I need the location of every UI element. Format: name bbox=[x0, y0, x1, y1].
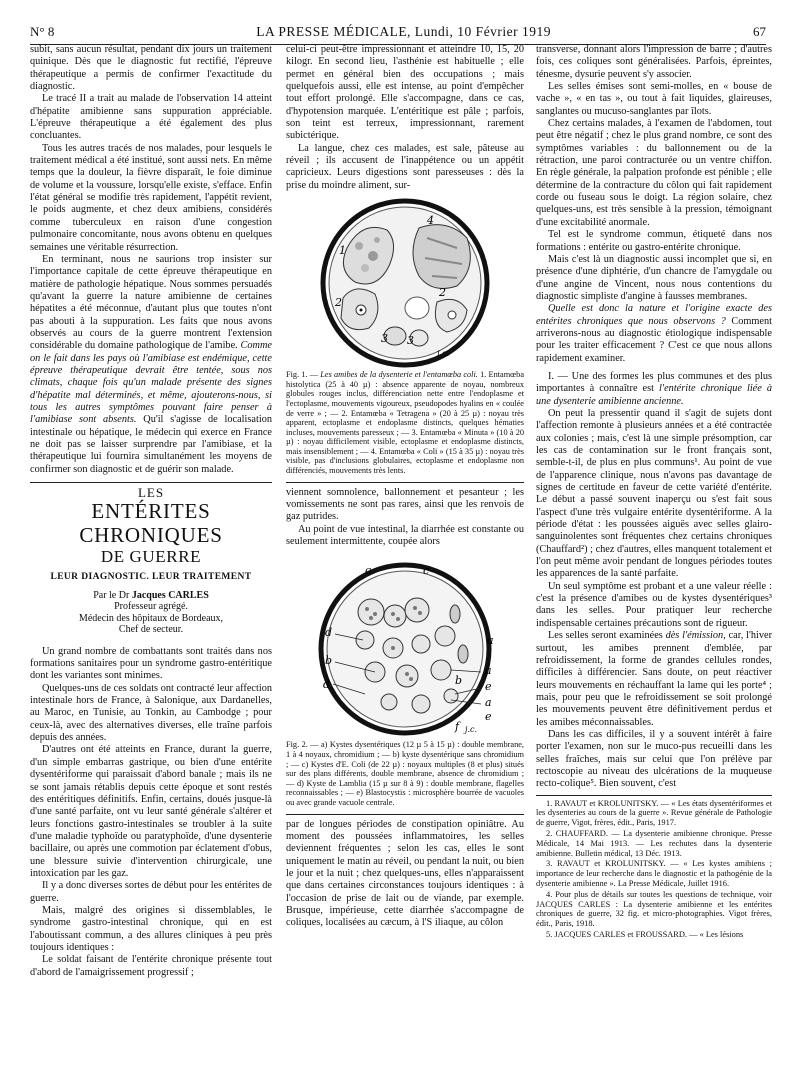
fig2-label: c bbox=[365, 564, 372, 578]
caption-text: a) Kystes dysentériques (12 µ 5 à 15 µ) : double membrane, 1 à 4 noyaux, chromidium ; — b) kyste dysentérique sans chromidium ; — c) Kystes d'E. Coli (de 22 µ) : noyaux multiples (8 et plus) situés sur des plans différents, double membrane, absence de chromidium ; — d) Kyste de Lamblia (15 µ sur 8 à 9) : double membrane, flagelles reconnaissables ; — e) Blastocystis : microsphère bourrée de vacuoles ou avec grande vacuole centrale. bbox=[286, 740, 524, 807]
paragraph: La langue, chez ces malades, est sale, pâteuse au réveil ; ils accusent de l'inappétence ou un appétit capricieux. Leurs digestions sont paresseuses : dès la prise du moindre aliment, sur- bbox=[286, 142, 524, 191]
fig2-label: b bbox=[325, 654, 333, 668]
column-3 bbox=[536, 44, 772, 941]
journal-title: LA PRESSE MÉDICALE, Lundi, 10 Février 1919 bbox=[256, 24, 552, 39]
article-subtitle: LEUR DIAGNOSTIC. LEUR TRAITEMENT bbox=[50, 572, 252, 583]
caption-text: 1. Entamœba histolytica (25 à 40 µ) : absence apparente de noyau, nombreux globules rouges inclus, différenciation nette entre l'endoplasme et l'ectoplasme, mouvements vigoureux, pseudopodes hyalins en « coulée de verre » ; — 2. Entamœba « Tetragena » (20 à 25 µ) : noyau très apparent, ectoplasme et endoplasme distincts, quelques hématies incluses, mouvements paresseux ; — 3. Entamœba « Minuta » (10 à 20 µ) : noyau difficilement visible, ectoplasme et endoplasme distincts, mais insensiblement ; — 4. Entamœba « Coli » (15 à 35 µ) : noyau très visible, pas d'inclusions globulaires, ectoplasme et endoplasme non différenciés, mouvements très lents. bbox=[286, 370, 524, 476]
title-les: LES bbox=[137, 485, 165, 501]
caption-title: Les amibes de la dysenterie et l'entamœba coli. bbox=[320, 370, 478, 380]
fig1-label: 4 bbox=[427, 214, 434, 228]
paragraph: transverse, donnant alors l'impression de barre ; d'autres fois, ces coliques sont généralisées. Parfois, épreintes, ténesme, dysurie peuvent s'y associer. bbox=[536, 44, 772, 80]
running-header bbox=[30, 20, 766, 45]
column-divider bbox=[286, 814, 524, 815]
fig2-label: d bbox=[323, 678, 331, 692]
section-divider bbox=[30, 482, 272, 483]
paragraph: Le tracé II a trait au malade de l'observation 14 atteint d'hépatite amibienne sans suppuration appréciable. L'épreuve thérapeutique a été également des plus concluantes. bbox=[30, 93, 272, 142]
paragraph: D'autres ont été atteints en France, durant la guerre, d'un simple embarras gastrique, ou bien d'une entérite dysentériforme qui paraissait d'abord banale ; mais ils ne se sont jamais rétablis depuis cette époque et sont restés des entéritiques définitifs. Enfin, certains, doués jusque-là d'une santé parfaite, ont vu leur santé générale s'altérer et leurs fonctions gastro-intestinales se troubler à la suite d'une maladie typhoïde ou paratyphoïde, d'une dysenterie bacillaire, ou après une commotion par éclatement d'obus, une blessure suivie d'intervention chirurgicale, une intoxication par les gaz. bbox=[30, 744, 272, 879]
caption-lead: Fig. 2. — bbox=[286, 740, 321, 750]
fig2-label: f bbox=[455, 720, 460, 734]
author-role: Chef de secteur. bbox=[118, 624, 184, 636]
column-1 bbox=[30, 44, 272, 979]
paragraph: par de longues périodes de constipation opiniâtre. Au moment des poussées inflammatoires, les selles deviennent fréquentes ; selon les cas, elles le sont uniquement le matin au réveil, ou pendant la nuit, ou bien le jour et la nuit ; chez quelques-uns, elles n'apparaissent que dans certaines circonstances toujours identiques : à l'occasion de prise de lait ou de viande, par exemple. Brusque, impérieuse, cette diarrhée s'accompagne de coliques, localisées au cæcum, à l'S iliaque, au côlon bbox=[286, 818, 524, 929]
fig2-label: a bbox=[485, 696, 492, 710]
fig2-label: a bbox=[487, 634, 494, 648]
column-2 bbox=[286, 44, 524, 930]
footnote: 1. RAVAUT et KROLUNITSKY. — « Les états dysentériformes et les dysenteries au cours de la guerre ». Revue générale de Pathologie de guerre, Vigot, frères, édit., Paris, 1917. bbox=[536, 798, 772, 828]
paragraph: Le soldat faisant de l'entérite chronique présente tout d'abord de l'amaigrissement progressif ; bbox=[30, 954, 272, 978]
footnote: 2. CHAUFFARD. — La dysenterie amibienne chronique. Presse Médicale, 14 Mai 1913. — Les rechutes dans la dysenterie amibienne. Bulletin médical, 13 Déc. 1913. bbox=[536, 829, 772, 858]
paragraph: Tel est le syndrome commun, étiqueté dans nos formations : entérite ou gastro-entérite chronique. bbox=[536, 229, 772, 253]
footnote: 5. JACQUES CARLES et FROUSSARD. — « Les lésions bbox=[546, 929, 744, 939]
figure-1-caption bbox=[286, 370, 524, 476]
paragraph: Mais c'est là un diagnostic aussi incomplet que si, en présence d'une diphtérie, d'un chancre de l'amygdale ou d'une angine de Vincent, nous nous contentions du diagnostic simpliste d'angine à fausses membranes. bbox=[536, 253, 772, 302]
small-cell bbox=[405, 297, 429, 319]
paragraph: Un seul symptôme est probant et a une valeur réelle : c'est la présence d'amibes ou de kystes dysentériques³ dans les selles. Pour pratiquer leur recherche indispensable certaines précautions sont de rigueur. bbox=[536, 580, 772, 629]
italic-run: Quelle est donc la nature et l'origine exacte des entérites chroniques que nous observons ? bbox=[536, 303, 772, 327]
article-title bbox=[30, 487, 272, 584]
figure-1-amoebae bbox=[307, 198, 503, 368]
title-line-1: ENTÉRITES CHRONIQUES bbox=[79, 499, 223, 548]
text-run: Les selles seront examinées bbox=[548, 630, 666, 642]
paragraph bbox=[536, 630, 772, 729]
page-number: 67 bbox=[753, 24, 766, 39]
paragraph: Au point de vue intestinal, la diarrhée est constante ou seulement intermittente, coupée alors bbox=[286, 523, 524, 548]
paragraph: Il y a donc diverses sortes de début pour les entérites de guerre. bbox=[30, 880, 272, 904]
footnote: 4. Pour plus de détails sur toutes les questions de technique, voir JACQUES CARLES : La dysenterie amibienne et les entérites chroniques de guerre, 32 fig. et micro-photographies. Vigot frères, édit., Paris, 1918. bbox=[536, 889, 772, 929]
author-role: Médecin des hôpitaux de Bordeaux, bbox=[78, 612, 224, 624]
italic-run: Comme on le fait dans les pays où l'amibiase est endémique, cette épreuve thérapeutique devrait être tentée, sous nos climats, chaque fois qu'un malade présente des signes d'hépatite mal déterminés, et même, ajouterons-nous, si tous les autres symptômes pouvant faire penser à l'amibiase sont absents. bbox=[30, 340, 272, 426]
paragraph: Tous les autres tracés de nos malades, pour lesquels le traitement médical a été institué, sont aussi nets. En même temps que la douleur, la fièvre disparaît, le foie diminue de volume et la voussure, lorsqu'elle existe, s'efface. Enfin l'état général se modifie très rapidement, l'appétit revient, le poids augmente, et chez deux amibiens, considérés comme tuberculeux en raison d'une congestion pulmonaire concomitante, nous avons obtenu en quelques semaines une véritable résurrection. bbox=[30, 142, 272, 253]
fig1-label: 3 bbox=[407, 334, 414, 348]
paragraph bbox=[30, 254, 272, 476]
paragraph: Chez certains malades, à l'examen de l'abdomen, tout peut être négatif ; chez le plus grand nombre, ce sont des symptômes variables : du ballonnement ou de la rétraction, une paroi contracturée ou un ventre chiffon. En règle générale, la palpation profonde est pénible ; elle détermine de la contracture du côlon qui fait rapidement corde ou fuseau sous le doigt. La région solaire, chez quelques-uns, est très sensible à la pression, témoignant d'une excitabilité anormale. bbox=[536, 118, 772, 228]
paragraph: Quelques-uns de ces soldats ont contracté leur affection intestinale hors de France, à Salonique, aux Dardanelles, au Maroc, en Tunisie, au Tonkin, au Cambodge ; pour ceux-là, avec des alternatives diverses, elle traîne parfois depuis des années. bbox=[30, 682, 272, 744]
paragraph: Mais, malgré des origines si dissemblables, le syndrome gastro-intestinal chronique, qui en est l'aboutissant commun, a des allures cliniques à peu près toujours identiques : bbox=[30, 904, 272, 953]
paragraph bbox=[536, 303, 772, 365]
issue-number: N° 8 bbox=[30, 24, 55, 39]
fig2-label: a bbox=[485, 664, 492, 678]
text-run: Comment arriverons-nous au diagnostic étiologique indispensable pour les traiter efficacement ? C'est ce que nous allons rapidement examiner. bbox=[536, 315, 772, 364]
author-block bbox=[30, 590, 272, 636]
fig1-label: 1 bbox=[339, 244, 346, 258]
italic-run: l'entérite chronique liée à une dysenterie amibienne ancienne. bbox=[536, 383, 772, 407]
fig1-label: 2 bbox=[439, 286, 446, 300]
fig1-signature: j.c. bbox=[437, 349, 450, 359]
paragraph: viennent somnolence, ballonnement et pesanteur ; les vomissements ne sont pas rares, ainsi que les renvois de gaz putrides. bbox=[286, 486, 524, 523]
author-line bbox=[30, 590, 272, 602]
paragraph: celui-ci peut-être impressionnant et atteindre 10, 15, 20 kilogr. En second lieu, l'asthénie est habituelle ; elle permet en général bien des occupations ; mais quelquefois aussi, elle est intense, au point d'empêcher tout effort prolongé. Elle s'accompagne, dans ce cas, d'hypotension marquée. L'entéritique est pâle ; parfois, son teint est terreux, impressionnant, rarement subictérique. bbox=[286, 44, 524, 142]
paragraph: Les selles émises sont semi-molles, en « bouse de vache », « en tas », ou tout à fait liquides, glaireuses, sanglantes ou mucuso-sanglantes par îlots. bbox=[536, 81, 772, 117]
figure-2-cysts bbox=[305, 554, 505, 738]
fig2-label: d bbox=[325, 626, 333, 640]
figure-2-caption bbox=[286, 740, 524, 807]
footnotes bbox=[536, 795, 772, 940]
text-run: I. — Une des formes les plus communes et des plus importantes à connaître est bbox=[536, 370, 772, 395]
text-run: Qu'il s'agisse de localisation intestinale ou hépatique, le médecin qui exerce en France ne doit pas se laisser surprendre par l'amibiase, et la thérapeutique lui fournira simultanément les moyens de confirmer son diagnostic et de guérir son malade. bbox=[30, 414, 273, 475]
text-run: En terminant, nous ne saurions trop insister sur l'importance capitale de cette épreuve thérapeutique en matière de pathologie hépatique. Nous sommes persuadés qu'avant la guerre la nature amibienne de certaines hépatites a été méconnue, d'autant plus que toutes n'ont pas abouti à la suppuration. Les faits que nous avons observés au cours de la guerre montrent l'extension considérable du domaine pathologique de l'amibe. bbox=[30, 253, 272, 352]
author-role: Professeur agrégé. bbox=[114, 601, 188, 613]
paragraph: Dans les cas difficiles, il y a souvent intérêt à faire porter l'examen, non sur le muco-pus recueilli dans les selles fraîches, mais sur celui que l'on prélève par rectoscopie au niveau des ulcérations de la muqueuse recto-colique⁵. Bien souvent, c'est bbox=[536, 728, 772, 790]
fig2-label: e bbox=[485, 710, 492, 724]
footnote: 3. RAVAUT et KROLUNITSKY. — « Les kystes amibiens ; importance de leur recherche dans le diagnostic et la pathogénie de la dysenterie amibienne ». La Presse Médicale, Juillet 1916. bbox=[536, 859, 772, 888]
fig2-label: b bbox=[455, 674, 463, 688]
fig2-label: e bbox=[485, 680, 492, 694]
section-heading-paragraph bbox=[536, 371, 772, 408]
fig2-label: c bbox=[423, 564, 430, 578]
amoeba-4 bbox=[413, 225, 470, 289]
amoeba-2 bbox=[341, 289, 378, 330]
caption-lead: Fig. 1. — bbox=[286, 370, 321, 380]
paragraph: On peut la pressentir quand il s'agit de sujets dont l'affection remonte à plusieurs années et a été contractée aux colonies ; mais, c'est là une simple présomption, car les cas de contamination sur le front français sont, semble-t-il, de plus en plus communs¹. Au point de vue de l'apparence clinique, nous n'avons pas davantage de signes de certitude en faveur de cette variété d'entérite. Le début a passé souvent inaperçu ou s'est fait sous l'aspect d'une très vulgaire entérite dysentériforme. A la période d'état : les poussées aiguës avec selles glairo-sanguinolentes sont fréquentes chez certains chroniques (Chauffard²) ; chez d'autres, elles manquent totalement et l'on peut même avoir pendant de longues périodes toutes les apparences de la santé parfaite. bbox=[536, 407, 772, 580]
author-name: Jacques CARLES bbox=[131, 589, 209, 601]
italic-run: dès l'émission bbox=[665, 630, 724, 642]
fig2-signature: j.c. bbox=[465, 725, 478, 735]
text-run: , car, l'hiver surtout, les amibes prennent d'emblée, par refroidissement, la forme de grandes cellules rondes, difficiles à différencier. Sans doute, on peut réactiver leurs mouvements en réchauffant la lame qui les porte⁴ ; mais, pour peu que le refroidissement se soit prolongé les mouvements peuvent être définitivement perdus et les amibes méconnaissables. bbox=[536, 630, 773, 728]
paragraph: Un grand nombre de combattants sont traités dans nos formations sanitaires pour un syndrome gastro-entéritique dont les variantes sont minimes. bbox=[30, 645, 272, 682]
title-line-2: DE GUERRE bbox=[100, 547, 202, 567]
column-divider bbox=[286, 482, 524, 483]
fig1-label: 2 bbox=[335, 296, 342, 310]
author-prefix: Par le Dr bbox=[93, 589, 132, 601]
paragraph: subit, sans aucun résultat, pendant dix jours un traitement quinique. Dès que le diagnostic fut rectifié, l'épreuve thérapeutique a permis de confirmer l'exactitude du diagnostic. bbox=[30, 44, 272, 93]
fig1-label: 3 bbox=[381, 332, 388, 346]
